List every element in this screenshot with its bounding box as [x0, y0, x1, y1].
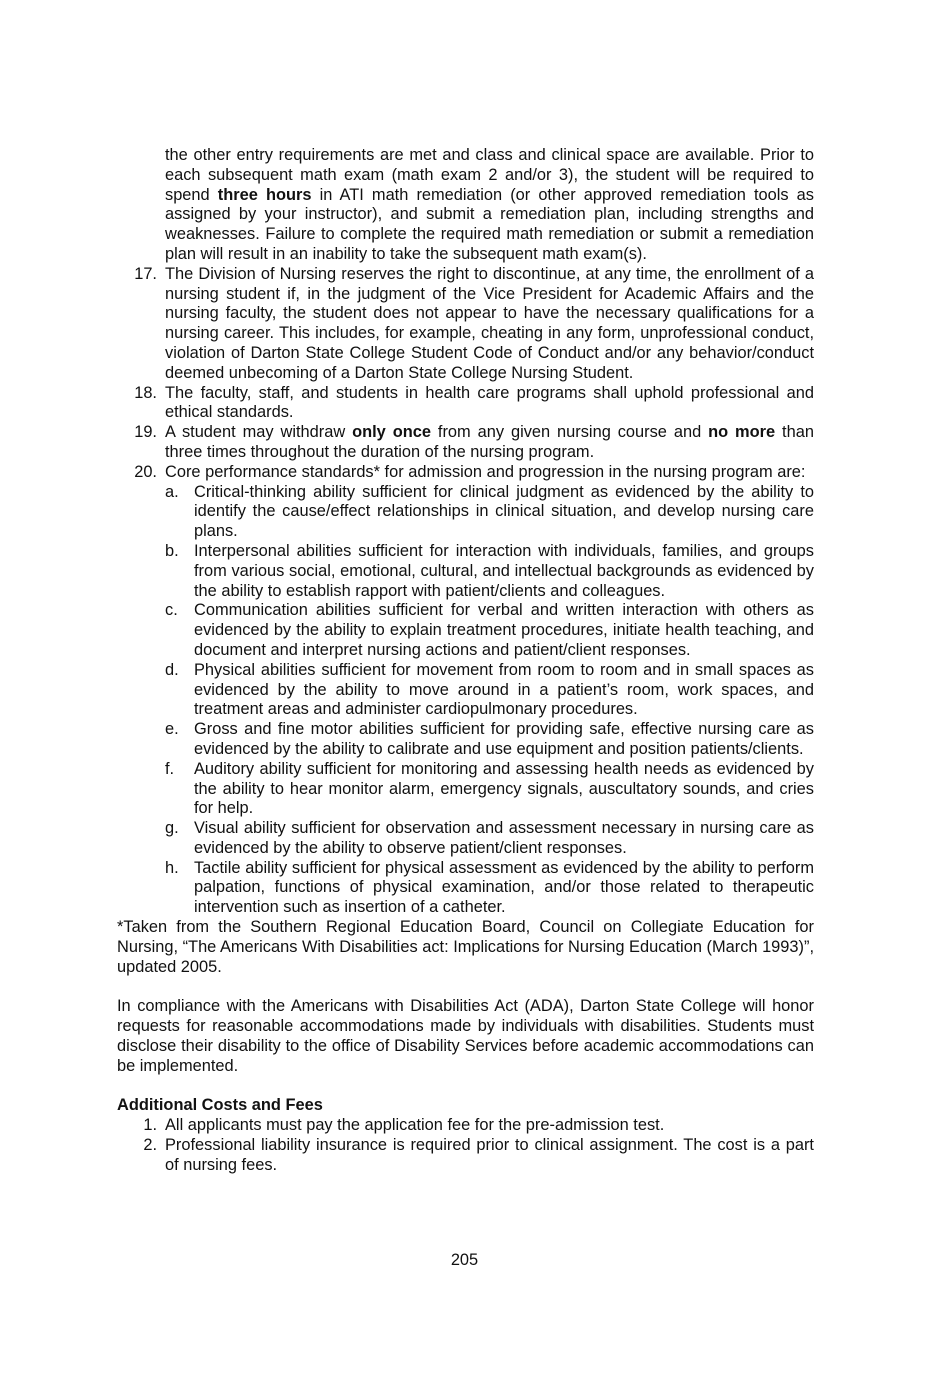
- standard-item-e: [117, 720, 814, 760]
- standard-text: Gross and fine motor abilities sufficient for providing safe, effective nursing care as evidenced by the ability to calibrate and use equipment and position patients/clients.: [194, 720, 814, 758]
- item-number: 20.: [134, 462, 157, 481]
- emphasis-no-more: no more: [708, 423, 776, 442]
- standard-text: Auditory ability sufficient for monitoring and assessing health needs as evidenced by the ability to hear monitor alarm, emergency signals, auscultatory sounds, and cries for help.: [194, 759, 814, 818]
- standard-item-f: [117, 760, 814, 819]
- standard-item-a: [117, 483, 814, 542]
- standard-letter: a.: [165, 482, 179, 501]
- item-number: 19.: [134, 423, 157, 442]
- page-content: [117, 146, 814, 1175]
- ada-paragraph: In compliance with the Americans with Disabilities Act (ADA), Darton State College will honor requests for reasonable accommodations made by individuals with disabilities. Students must disclose their disability to the office of Disability Services before academic accommodations can be implemented.: [117, 997, 814, 1075]
- paragraph-spacer: [117, 977, 814, 997]
- standard-letter: f.: [165, 759, 175, 778]
- item-number: 17.: [134, 264, 157, 283]
- item-number: 2.: [143, 1135, 157, 1154]
- cost-item-1: [117, 1116, 814, 1136]
- standard-text: Tactile ability sufficient for physical assessment as evidenced by the ability to perform palpation, functions of physical examination, and/or those related to therapeutic intervention such as insertion of a catheter.: [194, 858, 814, 917]
- standard-item-c: [117, 601, 814, 660]
- standard-text: Visual ability sufficient for observation and assessment necessary in nursing care as evidenced by the ability to observe patient/client responses.: [194, 819, 814, 857]
- list-item-19: 19. A student may withdraw only once from any given nursing course and no more than three times throughout the duration of the nursing program.: [117, 423, 814, 463]
- standard-text: Communication abilities sufficient for verbal and written interaction with others as evidenced by the ability to explain treatment procedures, initiate health teaching, and document and interpret nursing actions and patient/client responses.: [194, 601, 814, 659]
- standard-letter: h.: [165, 858, 179, 877]
- item-text: The Division of Nursing reserves the right to discontinue, at any time, the enrollment of a nursing student if, in the judgment of the Vice President for Academic Affairs and the nursing faculty, the student does not appear to have the necessary qualifications for a nursing career. This includes, for example, cheating in any form, unprofessional conduct, violation of Darton State College Student Code of Conduct and/or any behavior/conduct deemed unbecoming of a Darton State College Nursing Student.: [165, 264, 814, 382]
- standard-item-b: [117, 542, 814, 601]
- standard-letter: b.: [165, 541, 179, 560]
- item-number: 1.: [143, 1116, 157, 1135]
- item-text: All applicants must pay the application fee for the pre-admission test.: [165, 1116, 665, 1135]
- item-number: 18.: [134, 383, 157, 402]
- standard-item-g: [117, 819, 814, 859]
- list-item-20: [117, 463, 814, 483]
- cost-item-2: [117, 1136, 814, 1176]
- item-text: Professional liability insurance is required prior to clinical assignment. The cost is a part of nursing fees.: [165, 1135, 814, 1174]
- list-item-18: [117, 384, 814, 424]
- standard-text: Critical-thinking ability sufficient for clinical judgment as evidenced by the ability to identify the cause/effect relationships in clinical situation, and develop nursing care plans.: [194, 482, 814, 541]
- paragraph-spacer: [117, 1076, 814, 1096]
- emphasis-only-once: only once: [352, 423, 431, 442]
- item-text: Core performance standards* for admission and progression in the nursing program are:: [165, 462, 806, 481]
- standard-letter: c.: [165, 601, 178, 620]
- standard-letter: g.: [165, 819, 179, 838]
- standard-item-h: [117, 859, 814, 918]
- standard-text: Physical abilities sufficient for movement from room to room and in small spaces as evidenced by the ability to move around in a patient’s room, work spaces, and treatment areas and administer cardiopulmonary procedures.: [194, 660, 814, 719]
- item-16-continuation: the other entry requirements are met and class and clinical space are available. Prior to each subsequent math exam (math exam 2 and/or 3), the student will be required to spend three hours in ATI math remediation (or other approved remediation tools as assigned by your instructor), and submit a remediation plan, including strengths and weaknesses. Failure to complete the required math remediation or submit a remediation plan will result in an inability to take the subsequent math exam(s).: [165, 146, 814, 263]
- emphasis-three-hours: three hours: [217, 185, 312, 204]
- costs-heading: Additional Costs and Fees: [117, 1096, 323, 1115]
- standard-letter: d.: [165, 660, 179, 679]
- standard-text: Interpersonal abilities sufficient for interaction with individuals, families, and groups from various social, emotional, cultural, and intellectual backgrounds as evidenced by the ability to establish rapport with patient/clients and colleagues.: [194, 541, 814, 600]
- footnote: *Taken from the Southern Regional Education Board, Council on Collegiate Education for Nursing, “The Americans With Disabilities act: Implications for Nursing Education (March 1993)”, updated 2005.: [117, 918, 814, 976]
- list-item-17: [117, 265, 814, 384]
- standard-letter: e.: [165, 720, 179, 739]
- item-text: The faculty, staff, and students in health care programs shall uphold professional and ethical standards.: [165, 383, 814, 422]
- standard-item-d: [117, 661, 814, 720]
- page-number: 205: [450, 1251, 479, 1269]
